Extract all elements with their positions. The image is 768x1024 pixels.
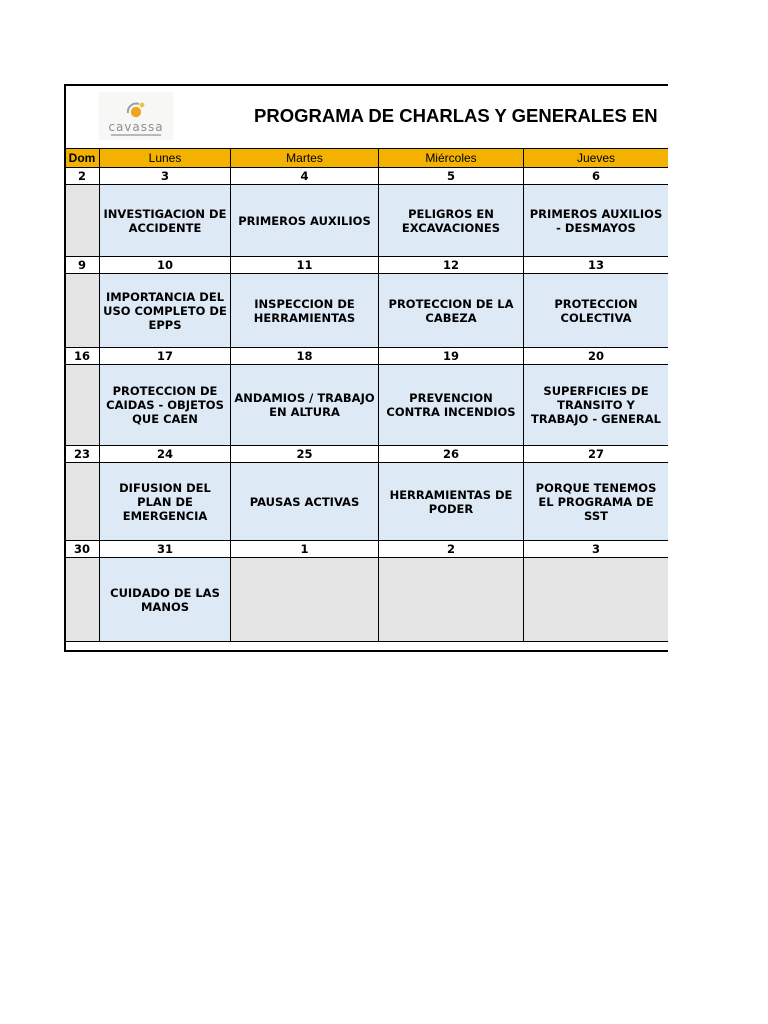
date-cell: 2 bbox=[65, 168, 100, 185]
date-cell: 13 bbox=[524, 257, 669, 274]
week-5-topics bbox=[65, 558, 669, 642]
topic-cell: CUIDADO DE LAS MANOS bbox=[100, 558, 231, 642]
date-cell: 20 bbox=[524, 348, 669, 365]
date-cell: 25 bbox=[231, 446, 379, 463]
logo-tagline-bar bbox=[111, 134, 161, 136]
weekday-thursday: Jueves bbox=[524, 149, 669, 168]
week-4-dates bbox=[65, 446, 669, 463]
company-logo bbox=[99, 92, 173, 140]
logo-mark-icon bbox=[125, 100, 147, 120]
topic-cell-empty bbox=[65, 463, 100, 541]
week-4-topics bbox=[65, 463, 669, 541]
date-cell: 10 bbox=[100, 257, 231, 274]
week-2-dates bbox=[65, 257, 669, 274]
week-1-dates bbox=[65, 168, 669, 185]
week-2-topics bbox=[65, 274, 669, 348]
topic-cell-empty bbox=[231, 558, 379, 642]
topic-cell: SUPERFICIES DE TRANSITO Y TRABAJO - GENERAL bbox=[524, 365, 669, 446]
date-cell: 2 bbox=[379, 541, 524, 558]
weekday-monday: Lunes bbox=[100, 149, 231, 168]
topic-cell: PROTECCION DE CAIDAS - OBJETOS QUE CAEN bbox=[100, 365, 231, 446]
topic-cell: PRIMEROS AUXILIOS - DESMAYOS bbox=[524, 185, 669, 257]
date-cell: 30 bbox=[65, 541, 100, 558]
date-cell: 23 bbox=[65, 446, 100, 463]
date-cell: 18 bbox=[231, 348, 379, 365]
week-3-topics bbox=[65, 365, 669, 446]
weekday-tuesday: Martes bbox=[231, 149, 379, 168]
date-cell: 3 bbox=[524, 541, 669, 558]
date-cell: 19 bbox=[379, 348, 524, 365]
week-3-dates bbox=[65, 348, 669, 365]
topic-cell: DIFUSION DEL PLAN DE EMERGENCIA bbox=[100, 463, 231, 541]
page-title: PROGRAMA DE CHARLAS Y GENERALES EN bbox=[254, 105, 658, 126]
sheet-header bbox=[66, 86, 668, 148]
topic-cell: IMPORTANCIA DEL USO COMPLETO DE EPPS bbox=[100, 274, 231, 348]
logo-text: cavassa bbox=[108, 120, 164, 134]
topic-cell: HERRAMIENTAS DE PODER bbox=[379, 463, 524, 541]
sheet-border-left bbox=[64, 84, 66, 652]
topic-cell-empty bbox=[65, 274, 100, 348]
date-cell: 9 bbox=[65, 257, 100, 274]
weekday-sunday: Dom bbox=[65, 149, 100, 168]
week-1-topics bbox=[65, 185, 669, 257]
topic-cell: INVESTIGACION DE ACCIDENTE bbox=[100, 185, 231, 257]
date-cell: 16 bbox=[65, 348, 100, 365]
date-cell: 5 bbox=[379, 168, 524, 185]
date-cell: 3 bbox=[100, 168, 231, 185]
date-cell: 17 bbox=[100, 348, 231, 365]
topic-cell-empty bbox=[65, 558, 100, 642]
date-cell: 1 bbox=[231, 541, 379, 558]
topic-cell: INSPECCION DE HERRAMIENTAS bbox=[231, 274, 379, 348]
sheet-border-top bbox=[64, 84, 668, 86]
date-cell: 24 bbox=[100, 446, 231, 463]
topic-cell-empty bbox=[524, 558, 669, 642]
date-cell: 31 bbox=[100, 541, 231, 558]
calendar-table bbox=[64, 148, 668, 642]
topic-cell: PREVENCION CONTRA INCENDIOS bbox=[379, 365, 524, 446]
week-5-dates bbox=[65, 541, 669, 558]
topic-cell-empty bbox=[65, 185, 100, 257]
date-cell: 11 bbox=[231, 257, 379, 274]
topic-cell-empty bbox=[379, 558, 524, 642]
topic-cell: ANDAMIOS / TRABAJO EN ALTURA bbox=[231, 365, 379, 446]
sheet-border-bottom bbox=[64, 650, 668, 652]
topic-cell: PORQUE TENEMOS EL PROGRAMA DE SST bbox=[524, 463, 669, 541]
calendar-sheet bbox=[64, 84, 668, 652]
date-cell: 4 bbox=[231, 168, 379, 185]
weekday-wednesday: Miércoles bbox=[379, 149, 524, 168]
topic-cell: PELIGROS EN EXCAVACIONES bbox=[379, 185, 524, 257]
date-cell: 26 bbox=[379, 446, 524, 463]
date-cell: 6 bbox=[524, 168, 669, 185]
topic-cell: PAUSAS ACTIVAS bbox=[231, 463, 379, 541]
weekday-header-row bbox=[65, 149, 669, 168]
topic-cell: PROTECCION DE LA CABEZA bbox=[379, 274, 524, 348]
topic-cell: PRIMEROS AUXILIOS bbox=[231, 185, 379, 257]
topic-cell-empty bbox=[65, 365, 100, 446]
date-cell: 27 bbox=[524, 446, 669, 463]
topic-cell: PROTECCION COLECTIVA bbox=[524, 274, 669, 348]
date-cell: 12 bbox=[379, 257, 524, 274]
